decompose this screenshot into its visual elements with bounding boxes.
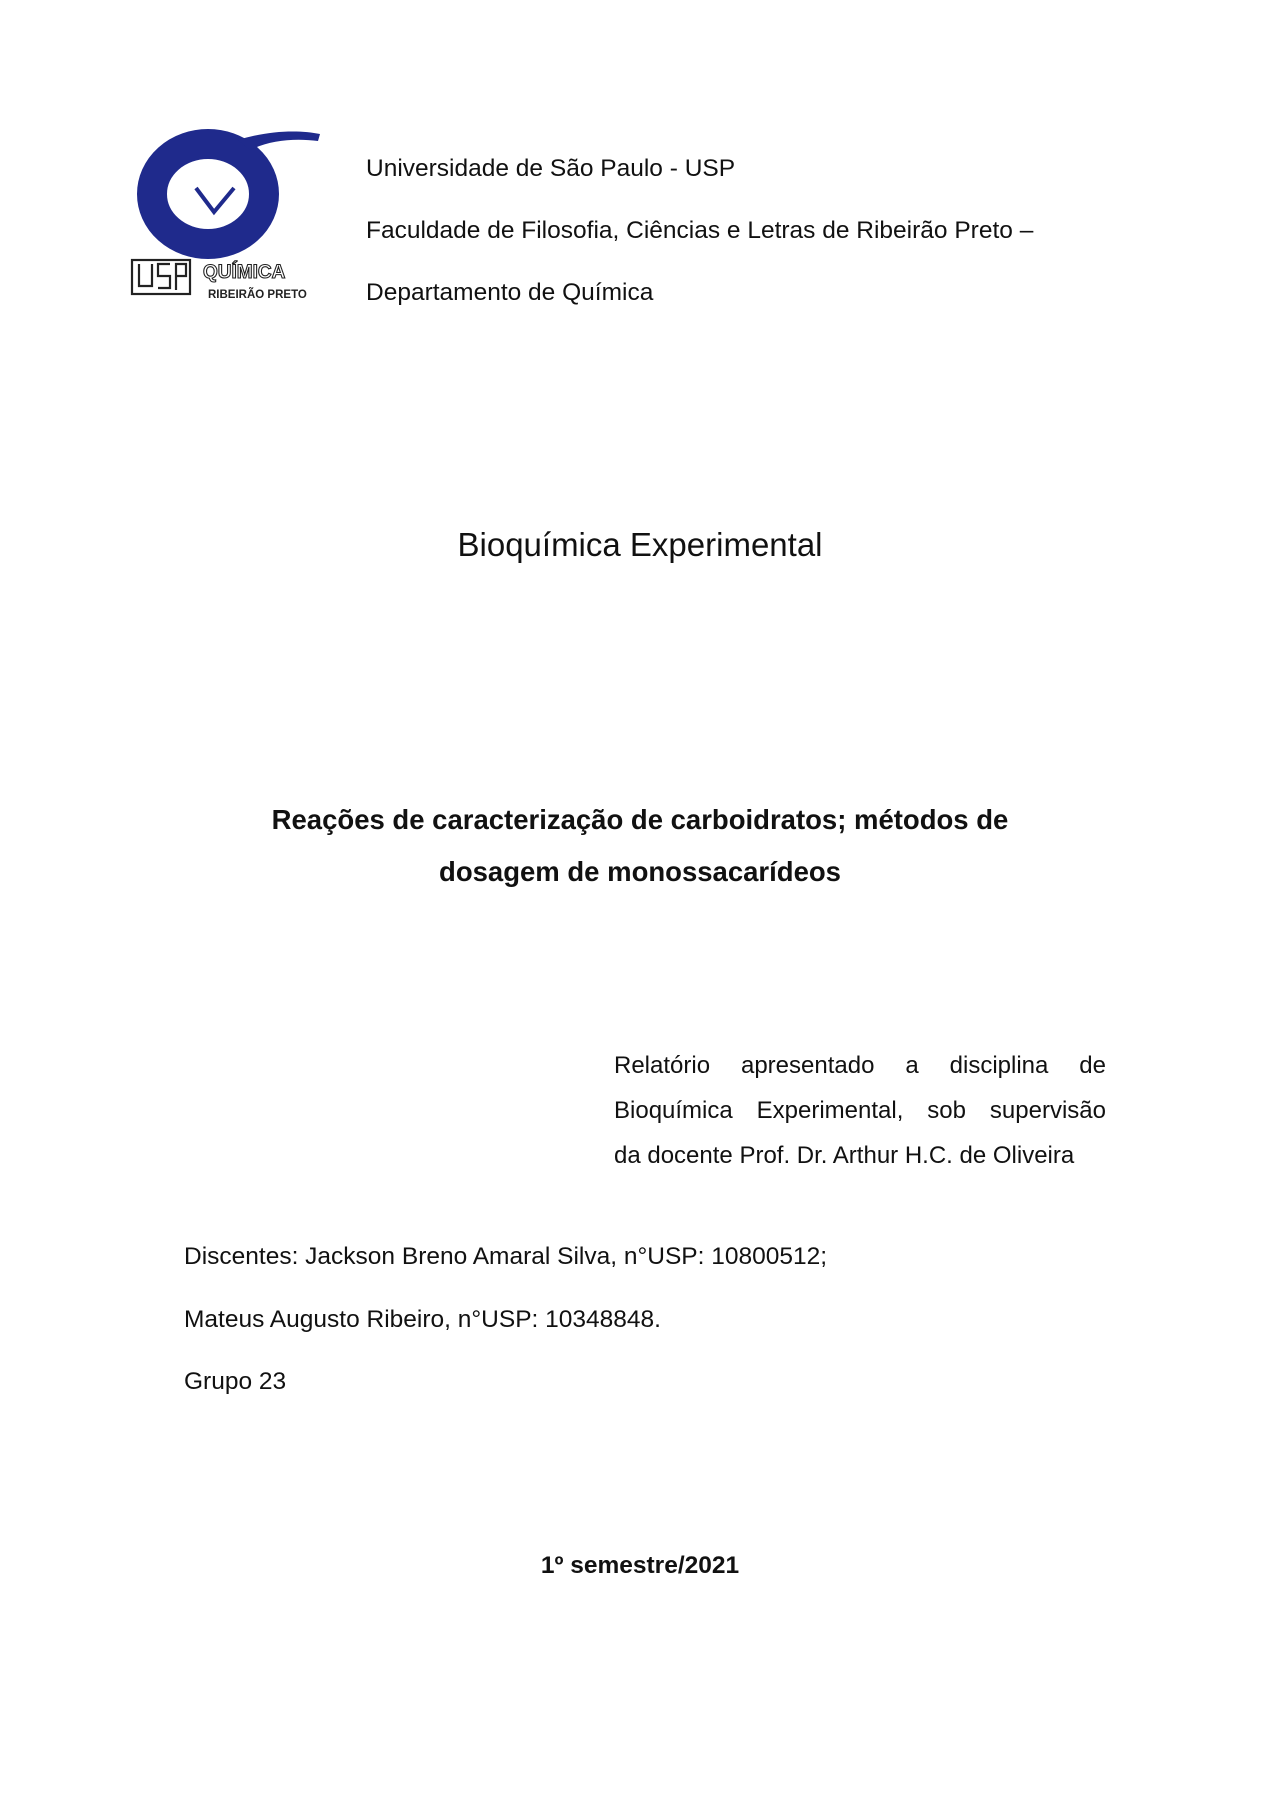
usp-quimica-logo xyxy=(130,128,345,313)
description-line-3: da docente Prof. Dr. Arthur H.C. de Oliveira xyxy=(614,1142,1075,1169)
description-line-2: Bioquímica Experimental, sob supervisão xyxy=(614,1097,1106,1124)
group-number: Grupo 23 xyxy=(184,1368,287,1395)
university-name: Universidade de São Paulo - USP xyxy=(366,155,736,182)
faculty-name: Faculdade de Filosofia, Ciências e Letras de Ribeirão Preto – xyxy=(366,217,1034,244)
report-title-line-1: Reações de caracterização de carboidratos; métodos de xyxy=(271,804,1009,835)
report-title-line-2: dosagem de monossacarídeos xyxy=(439,856,841,887)
logo-city-text: RIBEIRÃO PRETO xyxy=(208,289,307,301)
course-title: Bioquímica Experimental xyxy=(457,526,823,563)
semester-label: 1º semestre/2021 xyxy=(540,1552,740,1579)
department-name: Departamento de Química xyxy=(366,279,654,306)
logo-quimica-text: QUÍMICA xyxy=(203,262,286,283)
report-description xyxy=(614,1043,1106,1178)
report-title xyxy=(180,794,1100,898)
students-line-1: Discentes: Jackson Breno Amaral Silva, n°USP: 10800512; xyxy=(184,1243,828,1270)
description-line-1: Relatório apresentado a disciplina de xyxy=(614,1052,1106,1079)
students-line-2: Mateus Augusto Ribeiro, n°USP: 10348848. xyxy=(184,1306,661,1333)
